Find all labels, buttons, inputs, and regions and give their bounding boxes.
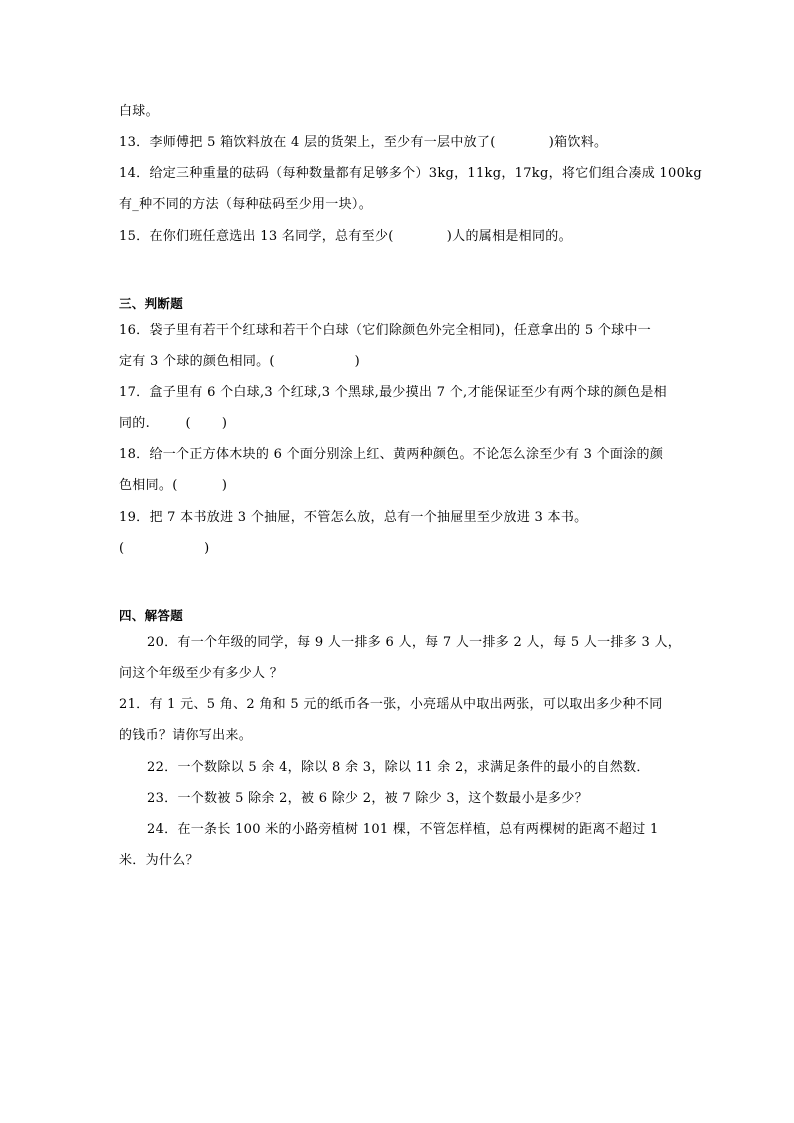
question-16-line-1: 16．袋子里有若干个红球和若干个白球（它们除颜色外完全相同)，任意拿出的 5 个球中一 [119, 323, 652, 338]
question-17-line-2: 同的. ( ) [119, 416, 228, 431]
question-15: 15．在你们班任意选出 13 名同学，总有至少( )人的属相是相同的。 [119, 229, 572, 244]
question-16-line-2: 定有 3 个球的颜色相同。( ) [119, 354, 360, 369]
question-19-line-2: ( ) [119, 541, 210, 556]
section-heading-judgment: 三、判断题 [119, 296, 184, 311]
question-14-line-1: 14．给定三种重量的砝码（每种数量都有足够多个）3kg，11kg，17kg，将它们组合凑成 100kg [119, 166, 702, 181]
question-19-line-1: 19．把 7 本书放进 3 个抽屉，不管怎么放，总有一个抽屉里至少放进 3 本书。 [119, 510, 588, 525]
question-21-line-1: 21．有 1 元、5 角、2 角和 5 元的纸币各一张，小亮瑶从中取出两张，可以取出多少种不同 [119, 697, 663, 712]
question-23: 23．一个数被 5 除余 2，被 6 除少 2，被 7 除少 3，这个数最小是多少？ [147, 791, 588, 806]
q12-continuation: 白球。 [119, 104, 159, 119]
question-20-line-2: 问这个年级至少有多少人 ？ [119, 666, 284, 681]
question-17-line-1: 17．盒子里有 6 个白球,3 个红球,3 个黑球,最少摸出 7 个,才能保证至少有两个球的颜色是相 [119, 385, 667, 400]
question-14-line-2: 有_种不同的方法（每种砝码至少用一块）。 [119, 197, 373, 212]
question-18-line-2: 色相同。( ) [119, 478, 228, 493]
question-24-line-2: 米．为什么？ [119, 853, 199, 868]
question-18-line-1: 18．给一个正方体木块的 6 个面分别涂上红、黄两种颜色。不论怎么涂至少有 3 个面涂的颜 [119, 447, 664, 462]
section-heading-answer: 四、解答题 [119, 608, 184, 623]
question-22: 22．一个数除以 5 余 4，除以 8 余 3，除以 11 余 2，求满足条件的最小的自然数． [147, 760, 650, 775]
question-13: 13．李师傅把 5 箱饮料放在 4 层的货架上，至少有一层中放了( )箱饮料。 [119, 135, 608, 150]
question-20-line-1: 20．有一个年级的同学，每 9 人一排多 6 人，每 7 人一排多 2 人，每 5 人一排多 3 人， [147, 635, 682, 650]
question-24-line-1: 24．在一条长 100 米的小路旁植树 101 棵，不管怎样植，总有两棵树的距离不超过 1 [147, 822, 659, 837]
question-21-line-2: 的钱币？请你写出来。 [119, 728, 253, 743]
